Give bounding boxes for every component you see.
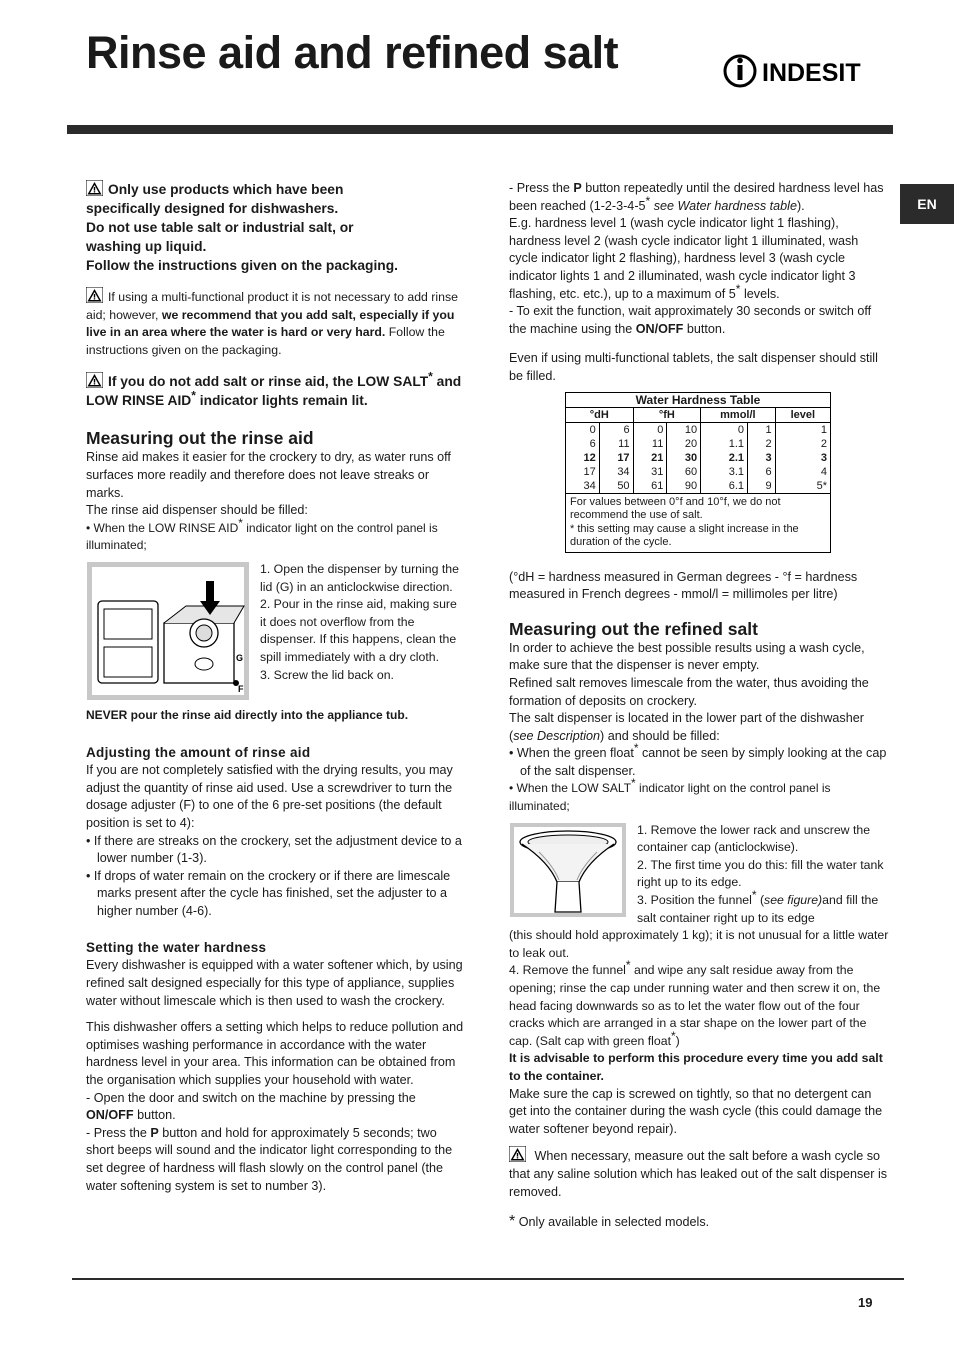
table-cell: 0 bbox=[566, 422, 600, 437]
language-tab: EN bbox=[900, 184, 954, 224]
salt-bullet bbox=[509, 741, 889, 780]
hardness-text: - Press the bbox=[86, 1125, 147, 1140]
right-text: levels. bbox=[743, 286, 780, 301]
table-cell: 10 bbox=[667, 422, 701, 437]
rinse-heading: Measuring out the rinse aid bbox=[86, 428, 314, 449]
footnote-star: * bbox=[238, 515, 243, 530]
right-text: ). bbox=[796, 198, 805, 213]
footnote-star: * bbox=[631, 776, 636, 791]
table-cell: 0 bbox=[701, 422, 748, 437]
adjust-bullet: • If drops of water remain on the crockery or if there are limescale marks present after the cycle has finished, set the adjuster to a higher number (4-6). bbox=[86, 868, 451, 918]
rinse-step: 3. Screw the lid back on. bbox=[260, 667, 394, 682]
hardness-para bbox=[86, 1090, 464, 1125]
table-reference: see Water hardness table bbox=[653, 198, 797, 213]
onoff-label: ON/OFF bbox=[635, 321, 684, 336]
table-row bbox=[566, 479, 831, 494]
figure-reference: see figure) bbox=[764, 893, 823, 908]
indesit-logo-icon bbox=[722, 52, 874, 92]
rinse-step: 1. Open the dispenser by turning the lid (G) in an anticlockwise direction. bbox=[260, 561, 459, 594]
salt-funnel-figure bbox=[509, 822, 627, 928]
warning-icon bbox=[86, 180, 103, 196]
warn1-line: washing up liquid. bbox=[86, 239, 207, 254]
footnote bbox=[509, 1213, 889, 1232]
hardness-para: This dishwasher offers a setting which helps to reduce pollution and optimises washing performance in accordance with the water hardness level in your area. This information can be obtained from the organisation which supplies your household with water. bbox=[86, 1020, 464, 1088]
right-para: Even if using multi-functional tablets, the salt dispenser should still be filled. bbox=[509, 351, 878, 383]
table-row bbox=[566, 451, 831, 465]
table-cell: 3 bbox=[775, 451, 830, 465]
right-text: button repeatedly until the desired hardness level has been reached (1-2-3-4-5 bbox=[509, 181, 884, 213]
description-reference: see Description bbox=[513, 728, 601, 743]
adjust-para: If you are not completely satisfied with the drying results, you may adjust the quantity of rinse aid used. Use a screwdriver to turn the dosage adjuster (F) to one of the 6 pre-set positions (the default position is set to 4): bbox=[86, 763, 453, 830]
rinse-dispenser-illustration bbox=[86, 561, 250, 701]
salt-step bbox=[509, 958, 889, 1050]
salt-warning bbox=[509, 1146, 889, 1201]
salt-text: cannot be seen by simply looking at the cap of the salt dispenser. bbox=[520, 746, 887, 778]
footnote-star: * bbox=[735, 281, 741, 296]
left-column bbox=[86, 180, 464, 1195]
table-cell: 0 bbox=[633, 422, 667, 437]
rinse-para: Rinse aid makes it easier for the crockery to dry, as water runs off surfaces more readily and therefore does not leave streaks or marks. bbox=[86, 450, 451, 500]
footnote-star: * bbox=[509, 1213, 516, 1231]
right-text: - Press the bbox=[509, 181, 570, 195]
hardness-text: button and hold for approximately 5 seconds; two short beeps will sound and the indicator light corresponding to the set degree of hardness will flash slowly on the control panel (the water softening system is set to number 3). bbox=[86, 1125, 453, 1193]
salt-text: 4. Remove the funnel bbox=[509, 963, 626, 978]
salt-text: ) and should be filled: bbox=[600, 728, 720, 743]
footnote-text: Only available in selected models. bbox=[518, 1215, 710, 1230]
salt-steps bbox=[637, 822, 889, 928]
table-header: level bbox=[790, 408, 816, 421]
warn3-text: and LOW RINSE AID bbox=[86, 374, 462, 409]
right-text: - To exit the function, wait approximately 30 seconds or switch off the machine using the bbox=[509, 304, 872, 336]
table-row bbox=[566, 422, 831, 437]
salt-para bbox=[509, 710, 889, 745]
table-cell: 4 bbox=[775, 465, 830, 479]
figure-label: F bbox=[238, 683, 244, 694]
table-cell: 1.1 bbox=[701, 437, 748, 451]
salt-text: and fill the salt container right up to its edge bbox=[637, 893, 879, 925]
hardness-text: button. bbox=[137, 1108, 176, 1123]
hardness-para: Every dishwasher is equipped with a water softener which, by using refined salt designed especially for this type of appliance, supplies water without limescale which is then used to wash the crockery. bbox=[86, 958, 463, 1008]
adjust-bullet: • If there are streaks on the crockery, set the adjustment device to a lower number (1-3). bbox=[86, 833, 462, 866]
salt-warning-text: When necessary, measure out the salt before a wash cycle so that any saline solution which has leaked out of the salt dispenser is removed. bbox=[509, 1149, 888, 1199]
rinse-bullet bbox=[86, 515, 464, 555]
salt-funnel-illustration bbox=[509, 822, 627, 918]
warn3-text: If you do not add salt or rinse aid, the LOW SALT bbox=[108, 374, 429, 390]
footnote-star: * bbox=[633, 741, 639, 756]
table-cell: 9 bbox=[748, 479, 776, 494]
salt-para: Refined salt removes limescale from the water, thus avoiding the formation of deposits on crockery. bbox=[509, 675, 869, 708]
table-cell: 17 bbox=[599, 451, 633, 465]
salt-text: indicator light on the control panel is illuminated; bbox=[509, 781, 831, 814]
table-cell: 2 bbox=[775, 437, 830, 451]
table-cell: 5* bbox=[775, 479, 830, 494]
rinse-step: 2. Pour in the rinse aid, making sure it does not overflow from the dispenser. If this happens, clean the spill immediately with a dry cloth. bbox=[260, 597, 457, 664]
right-para bbox=[509, 215, 889, 303]
table-cell: 17 bbox=[566, 465, 600, 479]
table-cell: 6 bbox=[566, 437, 600, 451]
salt-text: • When the green float bbox=[509, 746, 634, 761]
logo-text: INDESIT bbox=[762, 59, 861, 87]
salt-text: 3. Position the funnel bbox=[637, 893, 752, 908]
salt-text: • When the LOW SALT bbox=[509, 781, 632, 796]
table-note: For values between 0°f and 10°f, we do not recommend the use of salt. bbox=[570, 495, 781, 522]
warn2-text: If using a multi-functional product it is not necessary to add rinse aid; however, bbox=[86, 290, 458, 322]
table-cell: 11 bbox=[633, 437, 667, 451]
table-cell: 3 bbox=[748, 451, 776, 465]
footnote-star: * bbox=[625, 958, 631, 973]
rinse-dispenser-figure bbox=[86, 561, 250, 707]
rinse-figure-row bbox=[86, 561, 464, 707]
table-notes bbox=[566, 493, 831, 552]
rinse-para: The rinse aid dispenser should be filled: bbox=[86, 503, 308, 518]
table-cell: 6.1 bbox=[701, 479, 748, 494]
warning-block-2 bbox=[86, 287, 464, 359]
top-rule bbox=[67, 125, 893, 134]
right-text: button. bbox=[686, 321, 726, 336]
hardness-para bbox=[86, 1125, 464, 1195]
warn1-line: specifically designed for dishwashers. bbox=[86, 201, 339, 216]
hardness-text: - Open the door and switch on the machine by pressing the bbox=[86, 1090, 416, 1105]
warn1-line: Only use products which have been bbox=[108, 182, 344, 197]
table-header: °fH bbox=[633, 407, 701, 422]
salt-heading: Measuring out the refined salt bbox=[509, 618, 758, 639]
footnote-star: * bbox=[671, 1028, 676, 1043]
table-cell: 30 bbox=[667, 451, 701, 465]
table-cell: 2.1 bbox=[701, 451, 748, 465]
warn2-bold: we recommend that you add salt, especially if you live in an area where the water is hard or very hard. bbox=[86, 307, 455, 340]
bottom-rule bbox=[72, 1278, 904, 1280]
table-cell: 34 bbox=[566, 479, 600, 494]
table-header: °dH bbox=[566, 407, 634, 422]
warning-block-1 bbox=[86, 180, 464, 275]
table-body bbox=[566, 422, 831, 493]
warning-icon bbox=[86, 287, 103, 303]
table-cell: 34 bbox=[599, 465, 633, 479]
footnote-star: * bbox=[191, 388, 196, 403]
rinse-never: NEVER pour the rinse aid directly into the appliance tub. bbox=[86, 707, 409, 722]
salt-para: Make sure the cap is screwed on tightly, so that no detergent can get into the container during the wash cycle (this could damage the water softener beyond repair). bbox=[509, 1086, 883, 1136]
table-note: * this setting may cause a slight increase in the duration of the cycle. bbox=[570, 522, 799, 549]
salt-step: 3. Position the funnel* (see figure)and fill the salt container right up to its edge bbox=[637, 887, 879, 925]
warn3-text: indicator lights remain lit. bbox=[199, 393, 368, 409]
rinse-steps bbox=[260, 561, 464, 707]
salt-text: and wipe any salt residue away from the opening; rinse the cap under running water and then screw it on, the head facing downwards so as to let the water flow out of the four cracks which are arranged in a star shape on the lower part of the cap. (Salt cap with green float bbox=[509, 963, 881, 1048]
table-cell: 61 bbox=[633, 479, 667, 494]
right-para bbox=[509, 303, 889, 338]
salt-figure-row bbox=[509, 822, 889, 928]
onoff-label: ON/OFF bbox=[86, 1108, 134, 1123]
page-title: Rinse aid and refined salt bbox=[86, 27, 619, 78]
rinse-bullet-text: indicator light on the control panel is illuminated; bbox=[86, 520, 438, 553]
salt-text: The salt dispenser is located in the lower part of the dishwasher ( bbox=[509, 711, 864, 743]
warn1-line: Do not use table salt or industrial salt, or bbox=[86, 220, 354, 235]
water-hardness-table bbox=[565, 392, 831, 553]
table-row bbox=[566, 437, 831, 451]
right-para bbox=[509, 180, 889, 215]
salt-text: ) bbox=[675, 1033, 680, 1048]
salt-step: 1. Remove the lower rack and unscrew the container cap (anticlockwise). bbox=[637, 822, 871, 855]
rinse-bullet-text: • When the LOW RINSE AID bbox=[86, 520, 239, 535]
table-cell: 11 bbox=[599, 437, 633, 451]
table-cell: 12 bbox=[566, 451, 600, 465]
footnote-star: * bbox=[428, 369, 433, 384]
table-cell: 20 bbox=[667, 437, 701, 451]
table-cell: 21 bbox=[633, 451, 667, 465]
table-cell: 1 bbox=[748, 422, 776, 437]
salt-step: 2. The first time you do this: fill the water tank right up to its edge. bbox=[637, 857, 884, 890]
p-button-label: P bbox=[150, 1125, 159, 1140]
warn2-text-end: Follow the instructions given on the packaging. bbox=[86, 325, 445, 357]
right-column bbox=[509, 180, 889, 1232]
table-cell: 2 bbox=[748, 437, 776, 451]
table-cell: 90 bbox=[667, 479, 701, 494]
table-cell: 3.1 bbox=[701, 465, 748, 479]
table-cell: 6 bbox=[748, 465, 776, 479]
salt-step: (this should hold approximately 1 kg); it is not unusual for a little water to leak out. bbox=[509, 928, 889, 960]
footnote-star: * bbox=[751, 887, 757, 902]
table-cell: 1 bbox=[775, 422, 830, 437]
table-header: mmol/l bbox=[701, 407, 776, 422]
warning-icon bbox=[509, 1146, 526, 1162]
p-button-label: P bbox=[573, 181, 582, 195]
hardness-heading: Setting the water hardness bbox=[86, 940, 267, 956]
table-cell: 50 bbox=[599, 479, 633, 494]
figure-label: G bbox=[236, 652, 244, 663]
footnote-star: * bbox=[645, 193, 651, 208]
right-para: (°dH = hardness measured in German degrees - °f = hardness measured in French degrees - mmol/l = millimoles per litre) bbox=[509, 569, 858, 602]
salt-bullet bbox=[509, 776, 889, 815]
indesit-logo bbox=[722, 52, 874, 92]
page-number: 19 bbox=[858, 1295, 873, 1310]
warning-icon bbox=[86, 372, 103, 388]
warning-block-3 bbox=[86, 369, 464, 410]
table-cell: 60 bbox=[667, 465, 701, 479]
salt-advice: It is advisable to perform this procedure every time you add salt to the container. bbox=[509, 1051, 883, 1083]
salt-para: In order to achieve the best possible results using a wash cycle, make sure that the dispenser is never empty. bbox=[509, 640, 865, 673]
warn1-line: Follow the instructions given on the packaging. bbox=[86, 258, 398, 273]
table-row bbox=[566, 465, 831, 479]
table-cell: 6 bbox=[599, 422, 633, 437]
table-cell: 31 bbox=[633, 465, 667, 479]
table-title: Water Hardness Table bbox=[566, 392, 831, 407]
right-text: E.g. hardness level 1 (wash cycle indicator light 1 flashing), hardness level 2 (wash cycle indicator light 1 illuminated, wash cycle indicator light 2 flashing), hardness level 3 (wash cycle indicator lights 1 and 2 illuminated, wash cycle indicator light 3 flashing, etc. etc.), up to a maximum of 5 bbox=[509, 216, 859, 301]
adjust-heading: Adjusting the amount of rinse aid bbox=[86, 745, 311, 761]
